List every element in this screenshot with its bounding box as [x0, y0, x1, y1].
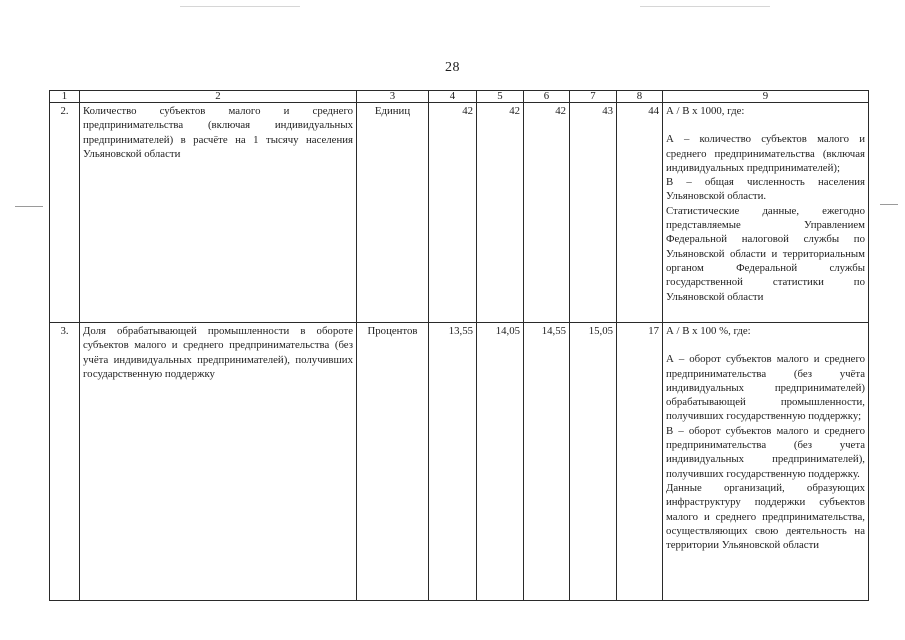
column-number: 3: [357, 91, 429, 103]
scan-mark: [880, 204, 898, 205]
column-number: 8: [617, 91, 663, 103]
method-line: Статистические данные, ежегодно представляемые Управлением Федеральной налоговой службы по Ульяновской области и территориальным органом Федеральной службы государственной статистики по Ульяновской области: [666, 204, 865, 303]
table-row: [50, 103, 869, 323]
indicators-table: [49, 90, 869, 601]
indicator-name: Доля обрабатывающей промышленности в обороте субъектов малого и среднего предпринимательства (без учёта индивидуальных предпринимателей), получивших государственную поддержку: [80, 323, 357, 601]
calculation-method: [663, 103, 869, 323]
scan-mark: [15, 206, 43, 207]
value-cell: 13,55: [429, 323, 477, 601]
method-line: А – количество субъектов малого и среднего предпринимательства (включая индивидуальных предпринимателей);: [666, 133, 865, 174]
indicator-name: Количество субъектов малого и среднего предпринимательства (включая индивидуальных предпринимателей) в расчёте на 1 тысячу населения Ульяновской области: [80, 103, 357, 323]
scan-mark: [640, 6, 770, 7]
page-number: 28: [445, 60, 460, 75]
method-line: Данные организаций, образующих инфраструктуру поддержки субъектов малого и среднего предпринимательства, осуществляющих свою деятельность на территории Ульяновской области: [666, 481, 865, 552]
value-cell: 14,55: [524, 323, 570, 601]
value-cell: 15,05: [570, 323, 617, 601]
method-line: В – оборот субъектов малого и среднего предпринимательства (без учета индивидуальных предпринимателей), получивших государственную поддержку.: [666, 424, 865, 480]
value-cell: 42: [429, 103, 477, 323]
value-cell: 44: [617, 103, 663, 323]
calculation-method: [663, 323, 869, 601]
formula: А / В х 1000, где:: [666, 105, 745, 117]
method-line: В – общая численность населения Ульяновской области.: [666, 176, 865, 203]
table-row: [50, 323, 869, 601]
row-index: 2.: [50, 103, 80, 323]
column-number: 6: [524, 91, 570, 103]
value-cell: 17: [617, 323, 663, 601]
unit-of-measure: Процентов: [357, 323, 429, 601]
column-number: 4: [429, 91, 477, 103]
method-line: А – оборот субъектов малого и среднего предпринимательства (без учёта индивидуальных предпринимателей) обрабатывающей промышленности, получивших государственную поддержку;: [666, 353, 865, 423]
row-index: 3.: [50, 323, 80, 601]
column-number: 7: [570, 91, 617, 103]
scan-mark: [180, 6, 300, 7]
formula: А / В х 100 %, где:: [666, 325, 751, 337]
value-cell: 42: [524, 103, 570, 323]
column-number-row: [50, 91, 869, 103]
column-number: 9: [663, 91, 869, 103]
value-cell: 14,05: [477, 323, 524, 601]
column-number: 1: [50, 91, 80, 103]
column-number: 2: [80, 91, 357, 103]
unit-of-measure: Единиц: [357, 103, 429, 323]
value-cell: 42: [477, 103, 524, 323]
column-number: 5: [477, 91, 524, 103]
value-cell: 43: [570, 103, 617, 323]
